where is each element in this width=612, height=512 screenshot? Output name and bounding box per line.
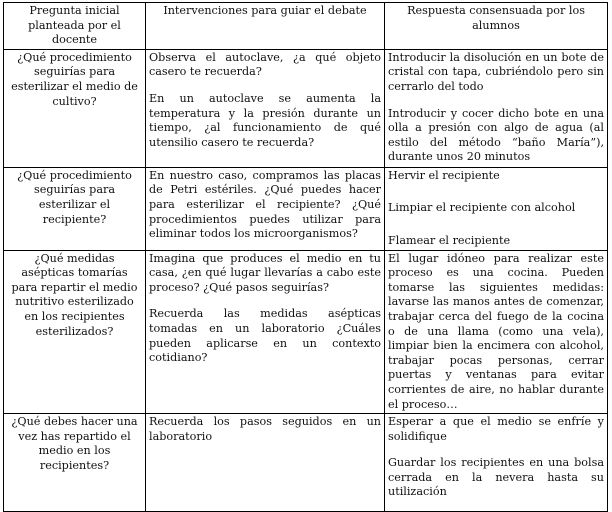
answers-cell: Hervir el recipiente Limpiar el recipiente con alcohol Flamear el recipiente <box>385 167 608 250</box>
table-row <box>4 167 608 250</box>
question-cell: ¿Qué medidas asépticas tomarías para repartir el medio nutritivo esterilizado en los recipientes esterilizados? <box>4 250 146 414</box>
answers-cell: Introducir la disolución en un bote de cristal con tapa, cubriéndolo pero sin cerrarlo del todo Introducir y cocer dicho bote en una olla a presión con algo de agua (al estilo del método “baño María”), durante unos 20 minutos <box>385 49 608 167</box>
answers-cell: El lugar idóneo para realizar este proceso es una cocina. Pueden tomarse las siguientes medidas: lavarse las manos antes de comenzar, trabajar cerca del fuego de la cocina o de una llama (como una vela), limpiar bien la encimera con alcohol, trabajar pocas personas, cerrar puertas y ventanas para evitar corrientes de aire, no hablar durante el proceso… <box>385 250 608 414</box>
interventions-cell: Observa el autoclave, ¿a qué objeto casero te recuerda? En un autoclave se aumenta la temperatura y la presión durante un tiempo, ¿al funcionamiento de qué utensilio casero te recuerda? <box>146 49 385 167</box>
table-row <box>4 414 608 512</box>
header-question: Pregunta inicial planteada por el docente <box>4 3 146 50</box>
header-answers: Respuesta consensuada por los alumnos <box>385 3 608 50</box>
procedure-table <box>3 2 608 512</box>
table-row <box>4 250 608 414</box>
header-row <box>4 3 608 50</box>
answers-cell: Esperar a que el medio se enfríe y solidifique Guardar los recipientes en una bolsa cerrada en la nevera hasta su utilización <box>385 414 608 512</box>
interventions-cell: Recuerda los pasos seguidos en un laboratorio <box>146 414 385 512</box>
interventions-cell: Imagina que produces el medio en tu casa, ¿en qué lugar llevarías a cabo este proceso? ¿Qué pasos seguirías? Recuerda las medidas asépticas tomadas en un laboratorio ¿Cuáles pueden aplicarse en un contexto cotidiano? <box>146 250 385 414</box>
table-row <box>4 49 608 167</box>
header-interventions: Intervenciones para guiar el debate <box>146 3 385 50</box>
interventions-cell: En nuestro caso, compramos las placas de Petri estériles. ¿Qué puedes hacer para esterilizar el recipiente? ¿Qué procedimientos puedes utilizar para eliminar todos los microorganismos? <box>146 167 385 250</box>
question-cell: ¿Qué procedimiento seguirías para esterilizar el medio de cultivo? <box>4 49 146 167</box>
question-cell: ¿Qué debes hacer una vez has repartido el medio en los recipientes? <box>4 414 146 512</box>
question-cell: ¿Qué procedimiento seguirías para esterilizar el recipiente? <box>4 167 146 250</box>
